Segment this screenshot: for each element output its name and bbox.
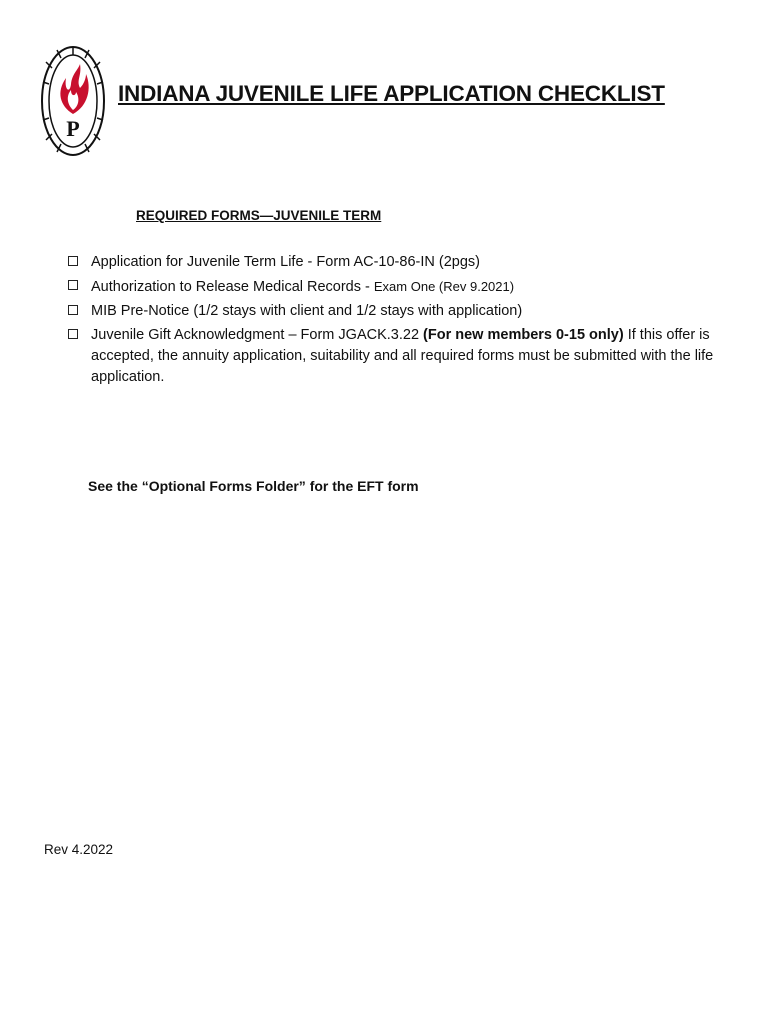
section-heading: REQUIRED FORMS—JUVENILE TERM xyxy=(136,208,382,223)
revision-label: Rev 4.2022 xyxy=(44,842,114,857)
torch-emblem-icon xyxy=(40,44,106,158)
checkbox[interactable] xyxy=(68,280,78,290)
checklist-item-gift-acknowledgment xyxy=(66,325,726,388)
checkbox[interactable] xyxy=(68,305,78,315)
checkbox[interactable] xyxy=(68,256,78,266)
item-bold-text: (For new members 0-15 only) xyxy=(423,327,624,343)
checklist-item-application xyxy=(66,252,726,273)
item-after-text: If this offer is accepted, the annuity application, suitability and all required forms must be submitted with the life application. xyxy=(91,327,714,385)
checkbox[interactable] xyxy=(68,329,78,339)
optional-forms-note: See the “Optional Forms Folder” for the EFT form xyxy=(88,478,419,494)
checklist-item-authorization xyxy=(66,276,726,298)
page-title: INDIANA JUVENILE LIFE APPLICATION CHECKLIST xyxy=(118,81,665,106)
checklist-item-mib xyxy=(66,301,726,322)
item-text: Authorization to Release Medical Records - xyxy=(91,279,374,295)
item-text: Application for Juvenile Term Life - Form AC-10-86-IN (2pgs) xyxy=(91,254,480,270)
item-small-text: Exam One (Rev 9.2021) xyxy=(373,279,515,294)
svg-text:P: P xyxy=(66,116,80,141)
item-text: Juvenile Gift Acknowledgment – Form JGACK.3.22 xyxy=(91,327,424,343)
logo-emblem xyxy=(40,44,106,158)
item-text: MIB Pre-Notice (1/2 stays with client and 1/2 stays with application) xyxy=(91,303,523,319)
checklist xyxy=(66,252,726,391)
